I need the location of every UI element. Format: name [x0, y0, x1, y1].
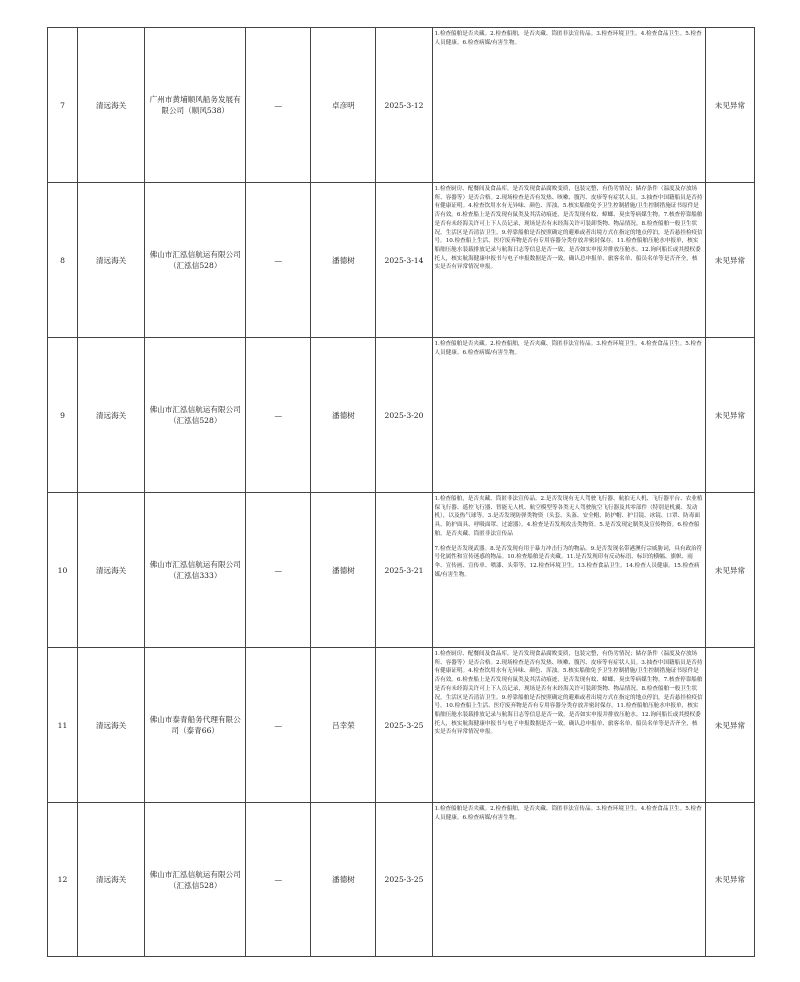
result-cell: 未见异常 [705, 28, 754, 183]
result-cell: 未见异常 [705, 648, 754, 803]
content-cell: 1.检查船舶是否夹藏。2.检查船舶，是否夹藏、筒匿非法宣传品。3.检查环境卫生。4.检查食品卫生。5.检查人员健康。6.检查病媒/有害生物。 [432, 28, 705, 183]
content-cell: 1.检查船舶是否夹藏。2.检查船舶，是否夹藏、筒匿非法宣传品。3.检查环境卫生。4.检查食品卫生。5.检查人员健康。6.检查病媒/有害生物。 [432, 803, 705, 957]
date-cell: 2025-3-25 [376, 648, 432, 803]
company-cell: 佛山市汇泓信航运有限公司（汇泓信528） [145, 183, 246, 338]
customs-cell: 清远海关 [78, 183, 145, 338]
inspection-table [47, 27, 755, 957]
table-row [48, 648, 755, 803]
date-cell: 2025-3-20 [376, 338, 432, 493]
document-page [47, 27, 755, 957]
blank-cell: — [246, 648, 311, 803]
customs-cell: 清远海关 [78, 648, 145, 803]
seq-cell: 7 [48, 28, 78, 183]
date-cell: 2025-3-14 [376, 183, 432, 338]
company-cell: 佛山市汇泓信航运有限公司（汇泓信528） [145, 803, 246, 957]
content-part-1: 1.检查船舶，是否夹藏、筒匿非法宣传品。2.是否发现有无人驾驶飞行器、航拍无人机、飞行器平台、农业植保飞行器、遥控飞行器、智能无人机、航空模型等各类无人驾驶航空飞行器及其零部件（特别是机翼、发动机），以及热气球等。3.是否发现防弹类物资（头套、头盔、安全帽、防护帽、护目镜、冰镜、口罩、防毒面具、防护面具、呼吸面罩、过滤器）。4.检查是否发现攻击类物资。5.是否发现定制类及宣传物资。6.检查船舶，是否夹藏、筒匿非法宣传品 [434, 496, 703, 537]
seq-cell: 10 [48, 493, 78, 648]
inspector-cell: 潘德树 [311, 803, 376, 957]
table-row [48, 183, 755, 338]
company-cell: 佛山市泰青船务代理有限公司（泰青66） [145, 648, 246, 803]
inspector-cell: 吕幸荣 [311, 648, 376, 803]
content-cell: 1.检查厨房、配餐间及食品库，是否发现食品腐败变质，包装完整，有伪劣情况；储存条件（温度及存放场所、容器等）是否合格。2.现场检查是否有发热、咳嗽、腹泻、皮疹等有症状人员。3.抽查中国籍船员是否持有健康证明。4.检查饮用水有无异味、颜色、浑浊。5.核实船舶免予卫生控制措施/卫生控制措施证书原件是否有效。6.检查船上是否发现有鼠类及其活动痕迹，是否发现有蚊、蟑螂、臭虫等病媒生物。7.核查停靠船舶是否有未经海关许可上下人员记录，现场是否有未经海关许可装卸货物、物品情况。8.检查船舶一般卫生状况，生活区是否清洁卫生。9.停靠船舶是否按照确定的避难或者出境方式在指定的地点停泊，是否悬挂检疫信号。10.检查船上生活、医疗废弃物是否有专用容器分类存放并密封保存。11.检查船舶压舱水申报单，核实船舶压舱水装载排放记录与航海日志等信息是否一致，是否如实申报并排放压舱水。12.询问船长或其授权委托人，核实航海健康申报书与电子申报数据是否一致，确认总申报单、旅客名单、船员名单等是否齐全，核实是否有异常情况申报。 [432, 648, 705, 803]
seq-cell: 12 [48, 803, 78, 957]
seq-cell: 11 [48, 648, 78, 803]
customs-cell: 清远海关 [78, 803, 145, 957]
customs-cell: 清远海关 [78, 28, 145, 183]
blank-cell: — [246, 493, 311, 648]
blank-cell: — [246, 803, 311, 957]
inspector-cell: 潘德树 [311, 493, 376, 648]
content-cell: 1.检查船舶是否夹藏。2.检查船舶，是否夹藏、筒匿非法宣传品。3.检查环境卫生。4.检查食品卫生。5.检查人员健康。6.检查病媒/有害生物。 [432, 338, 705, 493]
table-row [48, 803, 755, 957]
blank-cell: — [246, 28, 311, 183]
blank-cell: — [246, 183, 311, 338]
inspector-cell: 潘德树 [311, 338, 376, 493]
inspector-cell: 潘德树 [311, 183, 376, 338]
table-row [48, 338, 755, 493]
table-row [48, 28, 755, 183]
content-part-2: 7.检查是否发现武器。8.是否发现有用于暴力冲击行为的物品。9.是否发现名带港澳行宗威胁词，具有政治符号化属性和宣传迷惑的物品。10.检查船舶是否夹藏。11.是否发现印有反动标语、标识的横幅、旗帜、雨伞、宣传画、宣传单、喷漆、头带等。12.检查环境卫生。13.检查食品卫生。14.检查人员健康。15.检查病媒/有害生物。 [434, 545, 703, 578]
result-cell: 未见异常 [705, 803, 754, 957]
inspector-cell: 卓彦明 [311, 28, 376, 183]
company-cell: 佛山市汇泓信航运有限公司（汇泓信333） [145, 493, 246, 648]
seq-cell: 8 [48, 183, 78, 338]
blank-cell: — [246, 338, 311, 493]
company-cell: 佛山市汇泓信航运有限公司（汇泓信528） [145, 338, 246, 493]
company-cell: 广州市黄埔顺风船务发展有限公司（顺风538） [145, 28, 246, 183]
date-cell: 2025-3-25 [376, 803, 432, 957]
result-cell: 未见异常 [705, 183, 754, 338]
customs-cell: 清远海关 [78, 338, 145, 493]
customs-cell: 清远海关 [78, 493, 145, 648]
content-cell [432, 493, 705, 648]
content-cell: 1.检查厨房、配餐间及食品库，是否发现食品腐败变质，包装完整，有伪劣情况；储存条件（温度及存放场所、容器等）是否合格。2.现场检查是否有发热、咳嗽、腹泻、皮疹等有症状人员。3.抽查中国籍船员是否持有健康证明。4.检查饮用水有无异味、颜色、浑浊。5.核实船舶免予卫生控制措施/卫生控制措施证书原件是否有效。6.检查船上是否发现有鼠类及其活动痕迹，是否发现有蚊、蟑螂、臭虫等病媒生物。7.核查停靠船舶是否有未经海关许可上下人员记录，现场是否有未经海关许可装卸货物、物品情况。8.检查船舶一般卫生状况，生活区是否清洁卫生。9.停靠船舶是否按照确定的避难或者出境方式在指定的地点停泊，是否悬挂检疫信号。10.检查船上生活、医疗废弃物是否有专用容器分类存放并密封保存。11.检查船舶压舱水申报单，核实船舶压舱水装载排放记录与航海日志等信息是否一致，是否如实申报并排放压舱水。12.询问船长或其授权委托人，核实航海健康申报书与电子申报数据是否一致，确认总申报单、旅客名单、船员名单等是否齐全，核实是否有异常情况申报。 [432, 183, 705, 338]
result-cell: 未见异常 [705, 493, 754, 648]
date-cell: 2025-3-21 [376, 493, 432, 648]
table-row [48, 493, 755, 648]
result-cell: 未见异常 [705, 338, 754, 493]
seq-cell: 9 [48, 338, 78, 493]
date-cell: 2025-3-12 [376, 28, 432, 183]
